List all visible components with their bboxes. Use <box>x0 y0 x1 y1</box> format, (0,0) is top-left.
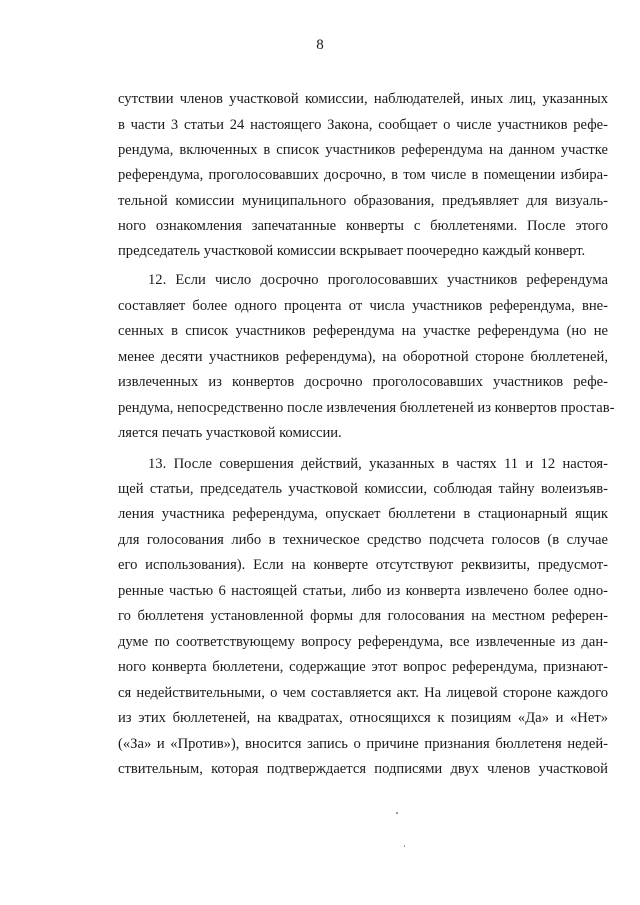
text-line: извлеченных из конвертов досрочно проголосовавших участников рефе- <box>118 374 608 390</box>
text-line: ляется печать участковой комиссии. <box>118 425 342 441</box>
paragraph-13-first-line: 13. После совершения действий, указанных в частях 11 и 12 настоя- <box>148 456 608 472</box>
text-line: щей статьи, председатель участковой комиссии, соблюдая тайну волеизъяв- <box>118 481 608 497</box>
text-line: го бюллетеня установленной формы для голосования на местном референ- <box>118 608 608 624</box>
text-line: ствительным, которая подтверждается подписями двух членов участковой <box>118 761 608 777</box>
text-line: в части 3 статьи 24 настоящего Закона, сообщает о числе участников рефе- <box>118 117 608 133</box>
text-line: ренные частью 6 настоящей статьи, либо из конверта извлечено более одно- <box>118 583 608 599</box>
text-line: менее десяти участников референдума), на оборотной стороне бюллетеней, <box>118 349 608 365</box>
page-number: 8 <box>316 37 324 53</box>
text-line: ного конверта бюллетени, содержащие этот вопрос референдума, признают- <box>118 659 608 675</box>
text-line: тельной комиссии муниципального образования, предъявляет для визуаль- <box>118 193 608 209</box>
text-line: председатель участковой комиссии вскрывает поочередно каждый конверт. <box>118 243 586 259</box>
text-line: ся недействительными, о чем составляется акт. На лицевой стороне каждого <box>118 685 608 701</box>
text-line: сутствии членов участковой комиссии, наблюдателей, иных лиц, указанных <box>118 91 608 107</box>
text-line: («За» и «Против»), вносится запись о причине признания бюллетеня недей- <box>118 736 608 752</box>
text-line: референдума, проголосовавших досрочно, в том числе в помещении избира- <box>118 167 608 183</box>
text-line: сенных в список участников референдума на участке референдума (но не <box>118 323 608 339</box>
text-line: его использования). Если на конверте отсутствуют реквизиты, предусмот- <box>118 557 608 573</box>
text-line: для голосования либо в техническое средство подсчета голосов (в случае <box>118 532 608 548</box>
text-line: из этих бюллетеней, на квадратах, относящихся к позициям «Да» и «Нет» <box>118 710 608 726</box>
text-line: рендума, непосредственно после извлечения бюллетеней из конвертов простав- <box>118 400 615 416</box>
text-line: составляет более одного процента от числа участников референдума, вне- <box>118 298 608 314</box>
text-line: рендума, включенных в список участников референдума на данном участке <box>118 142 608 158</box>
text-line: думе по соответствующему вопросу референдума, все извлеченные из дан- <box>118 634 608 650</box>
scan-speck <box>396 812 398 814</box>
scan-speck <box>404 845 405 847</box>
text-line: ления участника референдума, опускает бюллетени в стационарный ящик <box>118 506 608 522</box>
text-line: ного ознакомления запечатанные конверты с бюллетенями. После этого <box>118 218 608 234</box>
paragraph-12-first-line: 12. Если число досрочно проголосовавших участников референдума <box>148 272 608 288</box>
